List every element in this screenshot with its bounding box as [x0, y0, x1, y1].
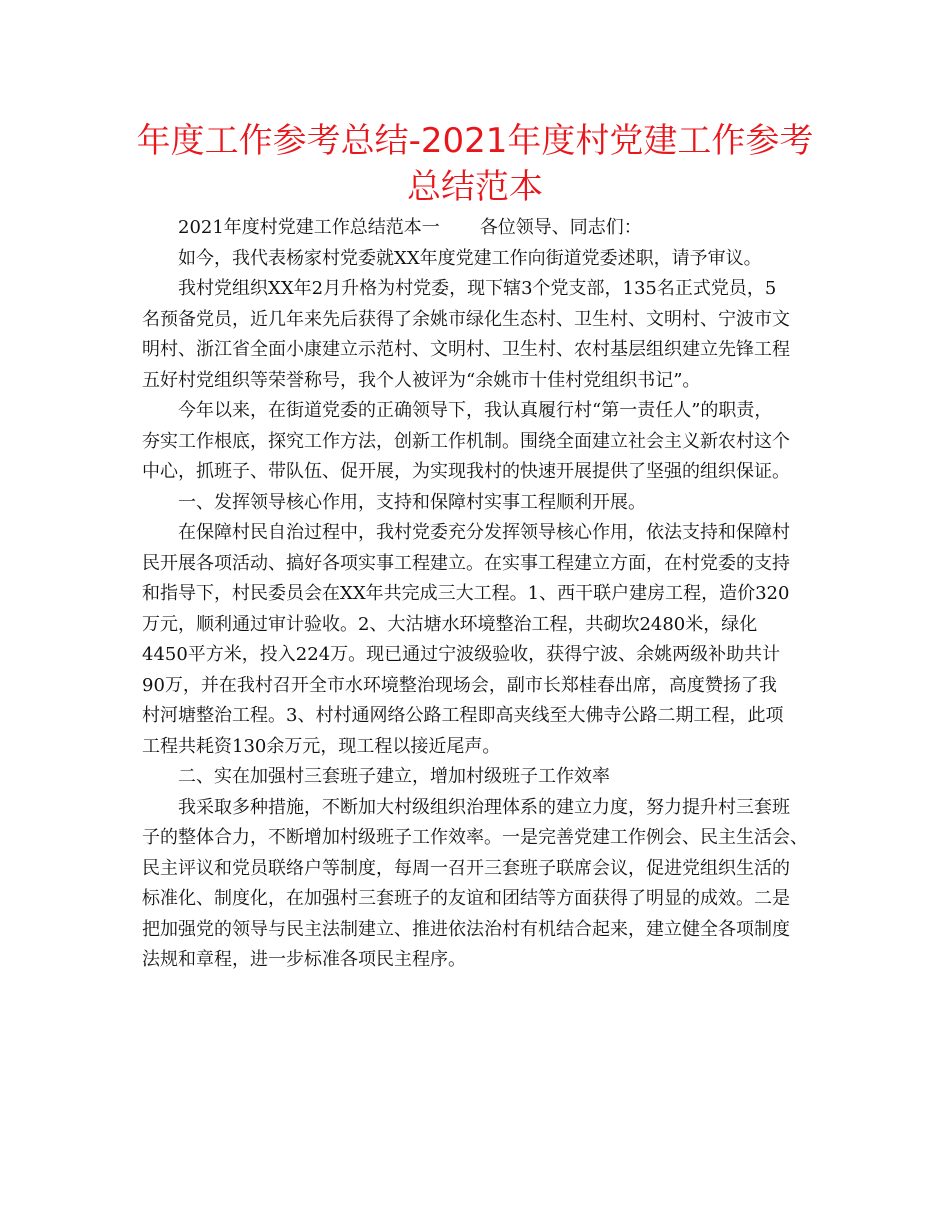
text-line: [142, 427, 814, 458]
text-line: [142, 274, 814, 305]
text-line-content: 夯实工作根底，探究工作方法，创新工作机制。围绕全面建立社会主义新农村这个: [142, 430, 790, 452]
text-line: [142, 488, 814, 519]
text-line-content: 明村、浙江省全面小康建立示范村、文明村、卫生村、农村基层组织建立先锋工程: [142, 339, 790, 360]
document-title: 年度工作参考总结-2021年度村党建工作参考总结范本: [136, 121, 814, 207]
text-line-content: 和指导下，村民委员会在XX年共完成三大工程。1、西干联户建房工程，造价320: [142, 583, 790, 604]
text-line-content: 二、实在加强村三套班子建立，增加村级班子工作效率: [178, 766, 610, 787]
text-line-content: 名预备党员，近几年来先后获得了余姚市绿化生态村、卫生村、文明村、宁波市文: [142, 308, 790, 330]
text-line: [142, 884, 814, 915]
text-line: [142, 244, 814, 275]
text-line-content: 万元，顺利通过审计验收。2、大沽塘水环境整治工程，共砌坎2480米，绿化: [142, 613, 758, 635]
text-line-content: 我村党组织XX年2月升格为村党委，现下辖3个党支部，135名正式党员，5: [178, 278, 777, 299]
text-line-content: 如今，我代表杨家村党委就XX年度党建工作向街道党委述职，请予审议。: [178, 247, 762, 269]
text-line-content: 民主评议和党员联络户等制度，每周一召开三套班子联席会议，促进党组织生活的: [142, 857, 790, 879]
text-line-content: 把加强党的领导与民主法制建立、推进依法治村有机结合起来，建立健全各项制度: [142, 918, 790, 940]
salutation: 各位领导、同志们：: [479, 217, 642, 238]
text-line: [142, 549, 814, 580]
text-line: [142, 945, 814, 976]
text-line: [142, 396, 814, 427]
text-line-content: 工程共耗资130余万元，现工程以接近尾声。: [142, 735, 501, 757]
text-line: [142, 213, 814, 244]
text-line: [142, 762, 814, 793]
text-line-content: 2021年度村党建工作总结范本一: [178, 217, 440, 238]
text-line-content: 我采取多种措施，不断加大村级组织治理体系的建立力度，努力提升村三套班: [178, 796, 790, 818]
text-line-content: 法规和章程，进一步标准各项民主程序。: [142, 949, 466, 970]
text-line: [142, 854, 814, 885]
text-line-content: 子的整体合力，不断增加村级班子工作效率。一是完善党建工作例会、民主生活会、: [142, 827, 808, 848]
text-line: [142, 701, 814, 732]
text-line-content: 4450平方米，投入224万。现已通过宁波级验收，获得宁波、余姚两级补助共计: [142, 644, 781, 665]
text-line: [142, 518, 814, 549]
text-line-content: 民开展各项活动、搞好各项实事工程建立。在实事工程建立方面，在村党委的支持: [142, 552, 790, 574]
text-line-content: 90万，并在我村召开全市水环境整治现场会，副市长郑桂春出席，高度赞扬了我: [142, 674, 777, 696]
text-line: [142, 305, 814, 336]
document-body: [142, 213, 814, 976]
text-line: [142, 823, 814, 854]
text-line: [142, 335, 814, 366]
text-line-content: 一、发挥领导核心作用，支持和保障村实事工程顺利开展。: [178, 491, 646, 513]
text-line: [142, 671, 814, 702]
text-line-content: 村河塘整治工程。3、村村通网络公路工程即高夹线至大佛寺公路二期工程，此项: [142, 705, 784, 726]
text-line: [142, 732, 814, 763]
text-line: [142, 579, 814, 610]
text-line: [142, 915, 814, 946]
text-line-content: 在保障村民自治过程中，我村党委充分发挥领导核心作用，依法支持和保障村: [178, 522, 790, 543]
text-line-content: 今年以来，在街道党委的正确领导下，我认真履行村“第一责任人”的职责，: [178, 400, 773, 421]
text-line: [142, 610, 814, 641]
text-line-content: 中心，抓班子、带队伍、促开展，为实现我村的快速开展提供了坚强的组织保证。: [142, 461, 790, 482]
text-line: [142, 366, 814, 397]
text-line-content: 标准化、制度化，在加强村三套班子的友谊和团结等方面获得了明显的成效。二是: [142, 888, 790, 909]
text-line: [142, 457, 814, 488]
text-line: [142, 793, 814, 824]
text-line-content: 五好村党组织等荣誉称号，我个人被评为“余姚市十佳村党组织书记”。: [142, 369, 701, 391]
text-line: [142, 640, 814, 671]
